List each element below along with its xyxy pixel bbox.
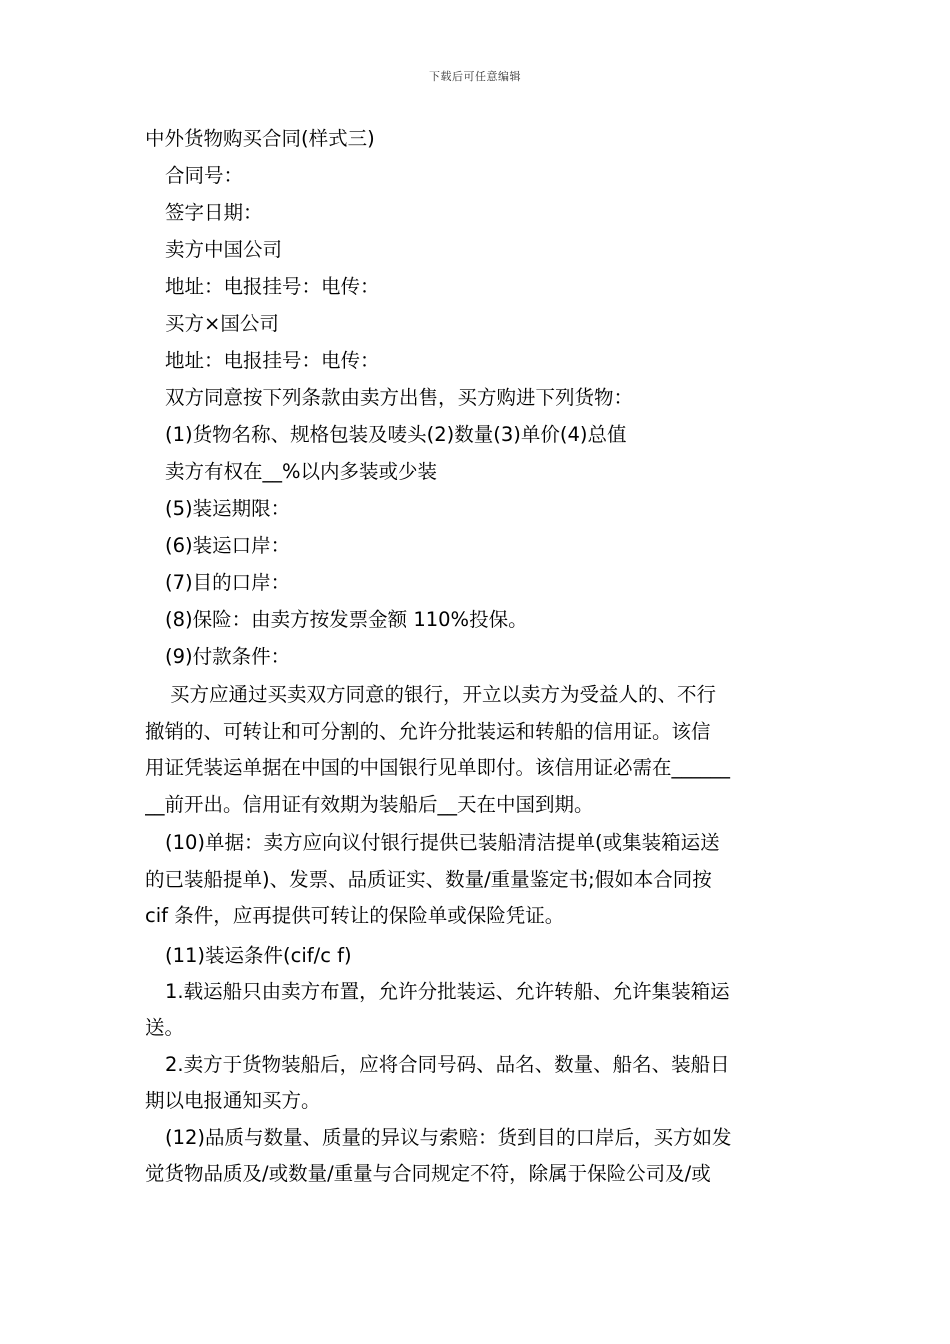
- documents-para-line: (10)单据：卖方应向议付银行提供已装船清洁提单(或集装箱运送: [165, 831, 720, 854]
- buyer-line: 买方×国公司: [165, 312, 279, 335]
- shipping-item-2-line: 期以电报通知买方。: [145, 1089, 321, 1112]
- shipment-period-line: (5)装运期限：: [165, 497, 291, 520]
- payment-para-line: 买方应通过买卖双方同意的银行，开立以卖方为受益人的、不行: [170, 683, 717, 706]
- document-body: [145, 120, 810, 1193]
- quality-para-line: (12)品质与数量、质量的异议与索赔：货到目的口岸后，买方如发: [165, 1125, 732, 1149]
- documents-para-line: 的已装船提单)、发票、品质证实、数量/重量鉴定书;假如本合同按: [145, 867, 712, 891]
- quality-claims-paragraph: [145, 1120, 810, 1193]
- goods-line: (1)货物名称、规格包装及唛头(2)数量(3)单价(4)总值: [165, 423, 627, 446]
- shipping-item-1-line: 1.载运船只由卖方布置，允许分批装运、允许转船、允许集装箱运: [165, 979, 730, 1003]
- shipping-item-1: [145, 974, 810, 1047]
- agreement-line: 双方同意按下列条款由卖方出售，买方购进下列货物：: [165, 386, 634, 409]
- contract-number-line: 合同号：: [165, 164, 244, 187]
- signing-date-line: 签字日期：: [165, 201, 263, 224]
- payment-para-line: __前开出。信用证有效期为装船后__天在中国到期。: [145, 792, 594, 816]
- documents-paragraph: [145, 825, 810, 935]
- documents-para-line: cif 条件，应再提供可转让的保险单或保险凭证。: [145, 904, 565, 927]
- payment-terms-line: (9)付款条件：: [165, 645, 291, 668]
- shipping-item-1-line: 送。: [145, 1016, 185, 1039]
- quality-para-line: 觉货物品质及/或数量/重量与合同规定不符，除属于保险公司及/或: [145, 1162, 711, 1185]
- buyer-address-line: 地址：电报挂号：电传：: [165, 349, 380, 372]
- document-title: 中外货物购买合同(样式三): [145, 127, 375, 150]
- seller-line: 卖方中国公司: [165, 238, 283, 261]
- shipping-item-2-line: 2.卖方于货物装船后，应将合同号码、品名、数量、船名、装船日: [165, 1052, 730, 1076]
- shipping-item-2: [145, 1047, 810, 1120]
- insurance-line: (8)保险：由卖方按发票金额 110%投保。: [165, 608, 528, 631]
- tolerance-line: 卖方有权在__%以内多装或少装: [165, 460, 438, 483]
- payment-paragraph: [145, 677, 810, 823]
- destination-port-line: (7)目的口岸：: [165, 571, 291, 594]
- port-of-loading-line: (6)装运口岸：: [165, 534, 291, 557]
- shipping-terms-title: (11)装运条件(cif/c f): [165, 943, 352, 967]
- header-note: 下载后可任意编辑: [429, 70, 521, 83]
- payment-para-line: 用证凭装运单据在中国的中国银行见单即付。该信用证必需在______: [145, 756, 731, 779]
- payment-para-line: 撤销的、可转让和可分割的、允许分批装运和转船的信用证。该信: [145, 719, 711, 743]
- seller-address-line: 地址：电报挂号：电传：: [165, 275, 380, 298]
